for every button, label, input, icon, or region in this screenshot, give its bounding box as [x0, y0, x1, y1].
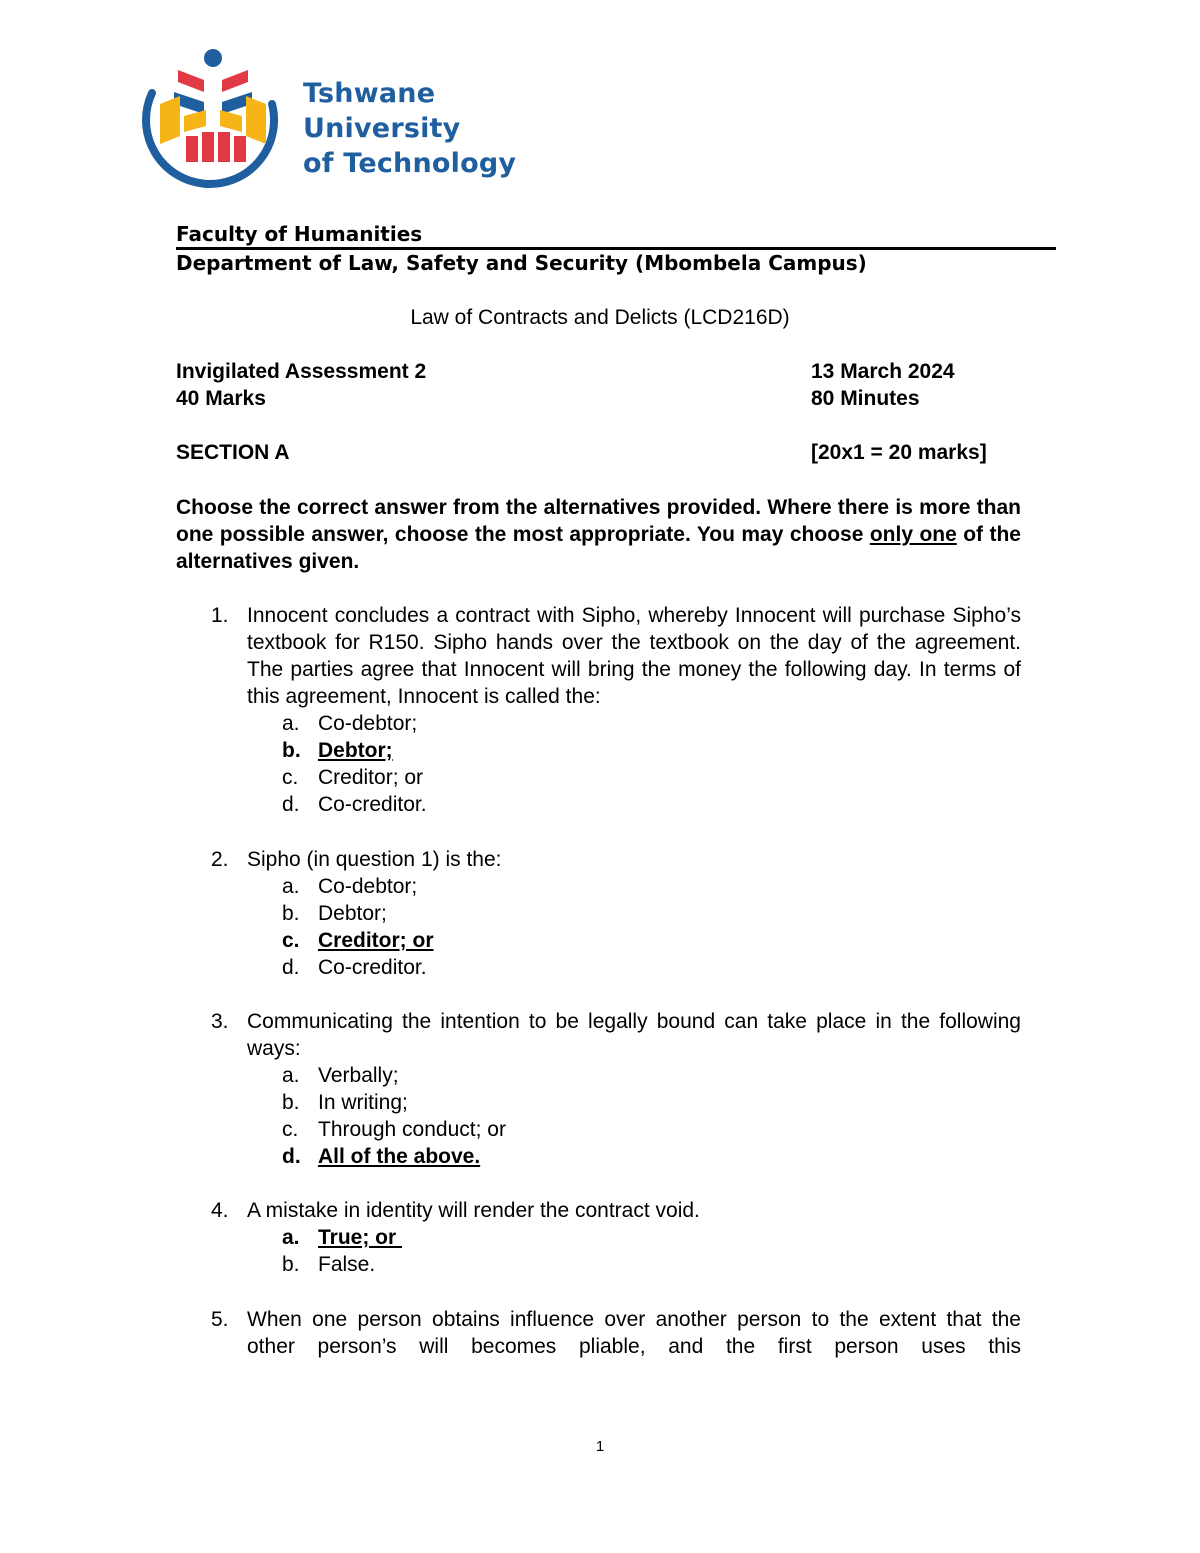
option-text: True; or	[318, 1226, 403, 1249]
university-emblem-icon	[140, 48, 300, 193]
option-letter: c.	[282, 929, 300, 952]
option-letter: d.	[282, 956, 300, 979]
option-letter: a.	[282, 875, 300, 898]
question-5	[176, 1306, 1021, 1360]
option-text: Creditor; or	[318, 929, 434, 952]
instructions-part1: Choose the correct answer from the alternatives provided. Where there is more than one possible answer, choose the most appropriate. You may choose	[176, 496, 1021, 546]
university-name-line1: Tshwane University	[303, 78, 461, 144]
option-a[interactable]	[282, 710, 1021, 737]
option-text: False.	[318, 1253, 376, 1276]
faculty-title: Faculty of Humanities	[176, 222, 423, 246]
option-b[interactable]	[282, 1089, 1021, 1116]
question-text: Innocent concludes a contract with Sipho, whereby Innocent will purchase Sipho’s textbook for R150. Sipho hands over the textbook on the day of the agreement. The parties agree that Innocent will bring the money the following day. In terms of this agreement, Innocent is called the:	[247, 604, 1021, 708]
option-letter: b.	[282, 739, 301, 762]
option-letter: a.	[282, 1226, 300, 1249]
option-c[interactable]	[282, 1116, 1021, 1143]
option-text: Co-creditor.	[318, 793, 427, 816]
course-title: Law of Contracts and Delicts (LCD216D)	[410, 306, 790, 329]
assessment-title: Invigilated Assessment 2	[176, 360, 427, 383]
instructions-part2: of the alternatives given.	[176, 523, 1021, 573]
option-b[interactable]	[282, 1251, 1021, 1278]
page-number: 1	[595, 1438, 605, 1455]
option-d-correct[interactable]	[282, 1143, 1021, 1170]
instructions-underlined: only one	[869, 523, 957, 546]
option-a[interactable]	[282, 1062, 1021, 1089]
question-number: 4.	[211, 1199, 229, 1222]
option-d[interactable]	[282, 954, 1021, 981]
option-letter: a.	[282, 712, 300, 735]
question-text: When one person obtains influence over another person to the extent that the other person’s will becomes pliable, and the first person uses this	[247, 1308, 1021, 1358]
option-d[interactable]	[282, 791, 1021, 818]
section-marks: [20x1 = 20 marks]	[811, 441, 987, 464]
option-letter: b.	[282, 902, 300, 925]
option-text: Debtor;	[318, 902, 387, 925]
question-text: Communicating the intention to be legally bound can take place in the following ways:	[247, 1010, 1021, 1060]
option-c-correct[interactable]	[282, 927, 1021, 954]
option-c[interactable]	[282, 764, 1021, 791]
option-letter: d.	[282, 793, 300, 816]
option-text: Through conduct; or	[318, 1118, 506, 1141]
question-text: Sipho (in question 1) is the:	[247, 848, 502, 871]
question-4	[176, 1197, 1021, 1278]
option-b[interactable]	[282, 900, 1021, 927]
university-name	[303, 76, 600, 181]
option-letter: a.	[282, 1064, 300, 1087]
question-1	[176, 602, 1021, 818]
option-text: Co-debtor;	[318, 712, 418, 735]
question-number: 1.	[211, 604, 229, 627]
department-title: Department of Law, Safety and Security (Mbombela Campus)	[176, 251, 867, 275]
option-letter: c.	[282, 1118, 299, 1141]
option-b-correct[interactable]	[282, 737, 1021, 764]
option-text: Creditor; or	[318, 766, 424, 789]
option-text: In writing;	[318, 1091, 408, 1114]
option-text: Co-creditor.	[318, 956, 427, 979]
option-letter: b.	[282, 1253, 300, 1276]
option-text: Co-debtor;	[318, 875, 418, 898]
question-number: 5.	[211, 1308, 229, 1331]
option-letter: d.	[282, 1145, 301, 1168]
question-2	[176, 846, 1021, 981]
option-letter: b.	[282, 1091, 300, 1114]
option-a[interactable]	[282, 873, 1021, 900]
total-marks: 40 Marks	[176, 387, 266, 410]
option-text: Verbally;	[318, 1064, 399, 1087]
header-divider	[176, 247, 1056, 250]
assessment-date: 13 March 2024	[811, 360, 955, 383]
question-number: 2.	[211, 848, 229, 871]
option-text: All of the above.	[318, 1145, 481, 1168]
university-name-line2: of Technology	[303, 148, 517, 179]
option-letter: c.	[282, 766, 299, 789]
option-a-correct[interactable]	[282, 1224, 1021, 1251]
question-number: 3.	[211, 1010, 229, 1033]
instructions	[176, 494, 1021, 575]
question-text: A mistake in identity will render the contract void.	[247, 1199, 700, 1222]
university-logo	[140, 48, 600, 193]
question-3	[176, 1008, 1021, 1170]
duration: 80 Minutes	[811, 387, 920, 410]
section-title: SECTION A	[176, 441, 290, 464]
option-text: Debtor;	[318, 739, 393, 762]
